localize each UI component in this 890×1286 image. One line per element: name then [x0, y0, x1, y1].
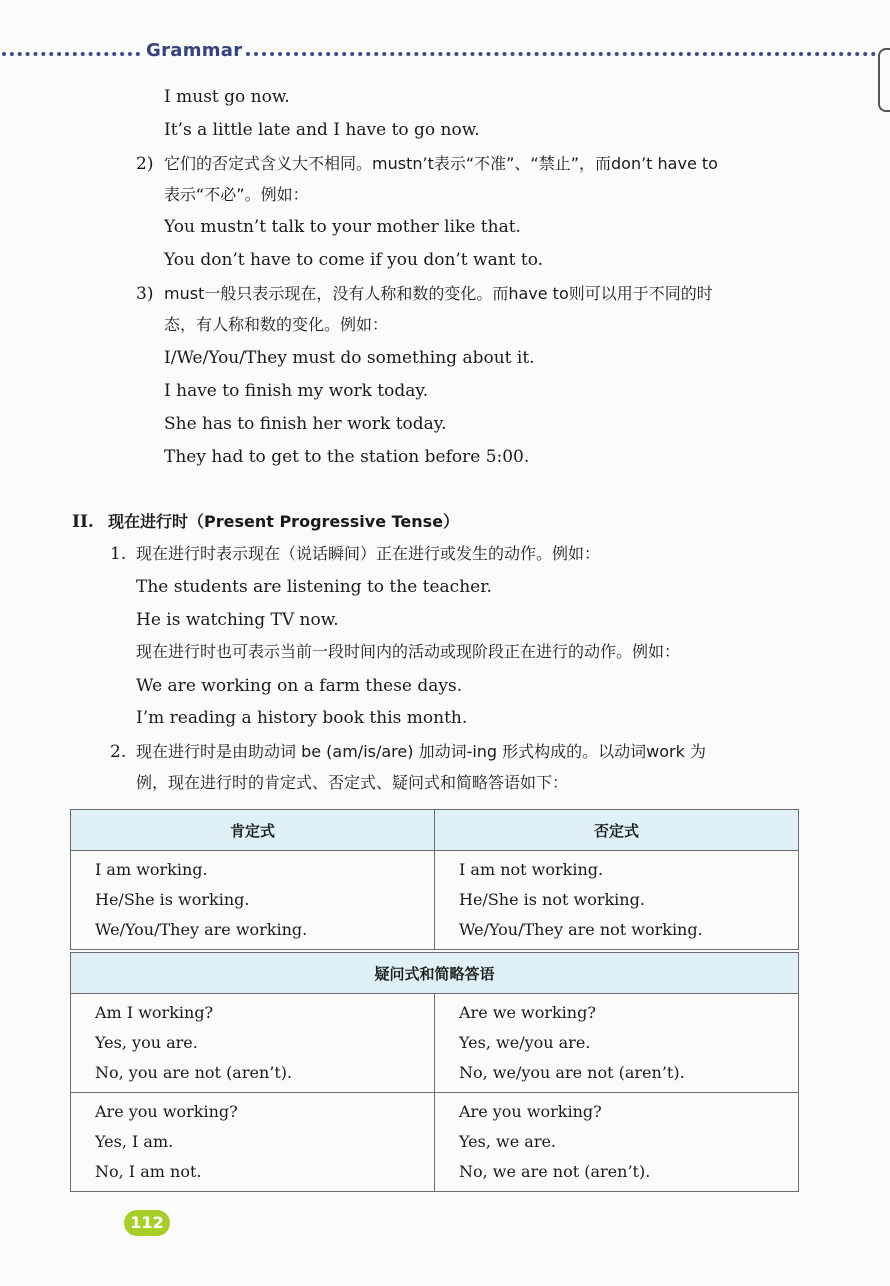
example-sentence: You don’t have to come if you don’t want to. — [164, 250, 544, 270]
table-cell — [435, 1093, 799, 1192]
table-header-negative: 否定式 — [435, 810, 799, 851]
cell-line: No, I am not. — [95, 1162, 202, 1181]
table-row — [71, 851, 799, 950]
cell-line: Are you working? — [459, 1102, 602, 1121]
cell-line: He/She is working. — [95, 890, 250, 909]
example-sentence: We are working on a farm these days. — [136, 676, 463, 696]
table-cell — [435, 851, 799, 950]
header-dots-left — [2, 52, 140, 56]
list-number: 3) — [136, 284, 154, 304]
cell-line: We/You/They are working. — [95, 920, 308, 939]
section-number: II. — [72, 512, 94, 532]
explanation-text: 它们的否定式含义大不相同。mustn’t表示“不准”、“禁止”，而don’t have to — [164, 154, 718, 173]
example-sentence: The students are listening to the teacher. — [136, 577, 492, 597]
table-cell — [435, 994, 799, 1093]
cell-line: I am working. — [95, 860, 208, 879]
list-number: 2) — [136, 154, 154, 174]
table-header-questions: 疑问式和简略答语 — [71, 953, 799, 994]
example-sentence: I have to finish my work today. — [164, 381, 429, 401]
header-dots-right — [246, 52, 876, 56]
cell-line: Are we working? — [459, 1003, 596, 1022]
page-edge-tab — [878, 48, 890, 112]
example-sentence: They had to get to the station before 5:00. — [164, 447, 530, 467]
example-sentence: I must go now. — [164, 87, 290, 107]
table-cell — [71, 851, 435, 950]
cell-line: Yes, I am. — [95, 1132, 174, 1151]
explanation-text: 现在进行时表示现在（说话瞬间）正在进行或发生的动作。例如： — [136, 544, 601, 563]
cell-line: No, we/you are not (aren’t). — [459, 1063, 685, 1082]
explanation-text: 表示“不必”。例如： — [164, 185, 309, 204]
header-title: Grammar — [146, 40, 243, 61]
list-number: 1. — [110, 544, 127, 564]
example-sentence: I/We/You/They must do something about it. — [164, 348, 535, 368]
cell-line: Yes, you are. — [95, 1033, 198, 1052]
cell-line: Yes, we/you are. — [459, 1033, 591, 1052]
question-answer-table — [70, 952, 799, 1192]
section-title: 现在进行时（Present Progressive Tense） — [108, 512, 460, 531]
cell-line: Are you working? — [95, 1102, 238, 1121]
affirmative-negative-table — [70, 809, 799, 950]
table-cell — [71, 994, 435, 1093]
table-cell — [71, 1093, 435, 1192]
cell-line: I am not working. — [459, 860, 604, 879]
explanation-text: 态，有人称和数的变化。例如： — [164, 315, 389, 334]
table-row — [71, 994, 799, 1093]
example-sentence: He is watching TV now. — [136, 610, 339, 630]
cell-line: Yes, we are. — [459, 1132, 557, 1151]
cell-line: No, you are not (aren’t). — [95, 1063, 293, 1082]
example-sentence: It’s a little late and I have to go now. — [164, 120, 480, 140]
cell-line: He/She is not working. — [459, 890, 645, 909]
explanation-text: 现在进行时是由助动词 be (am/is/are) 加动词-ing 形式构成的。以动词work 为 — [136, 742, 706, 761]
explanation-text: 现在进行时也可表示当前一段时间内的活动或现阶段正在进行的动作。例如： — [136, 642, 681, 661]
example-sentence: You mustn’t talk to your mother like that. — [164, 217, 521, 237]
cell-line: We/You/They are not working. — [459, 920, 703, 939]
table-row — [71, 1093, 799, 1192]
section-heading — [72, 509, 459, 532]
explanation-text: must一般只表示现在，没有人称和数的变化。而have to则可以用于不同的时 — [164, 284, 713, 303]
example-sentence: She has to finish her work today. — [164, 414, 447, 434]
table-header-affirmative: 肯定式 — [71, 810, 435, 851]
example-sentence: I’m reading a history book this month. — [136, 708, 468, 728]
list-number: 2. — [110, 742, 127, 762]
running-header — [0, 40, 890, 66]
page-number-badge: 112 — [124, 1210, 170, 1236]
cell-line: Am I working? — [95, 1003, 214, 1022]
explanation-text: 例，现在进行时的肯定式、否定式、疑问式和简略答语如下： — [136, 773, 569, 792]
cell-line: No, we are not (aren’t). — [459, 1162, 651, 1181]
